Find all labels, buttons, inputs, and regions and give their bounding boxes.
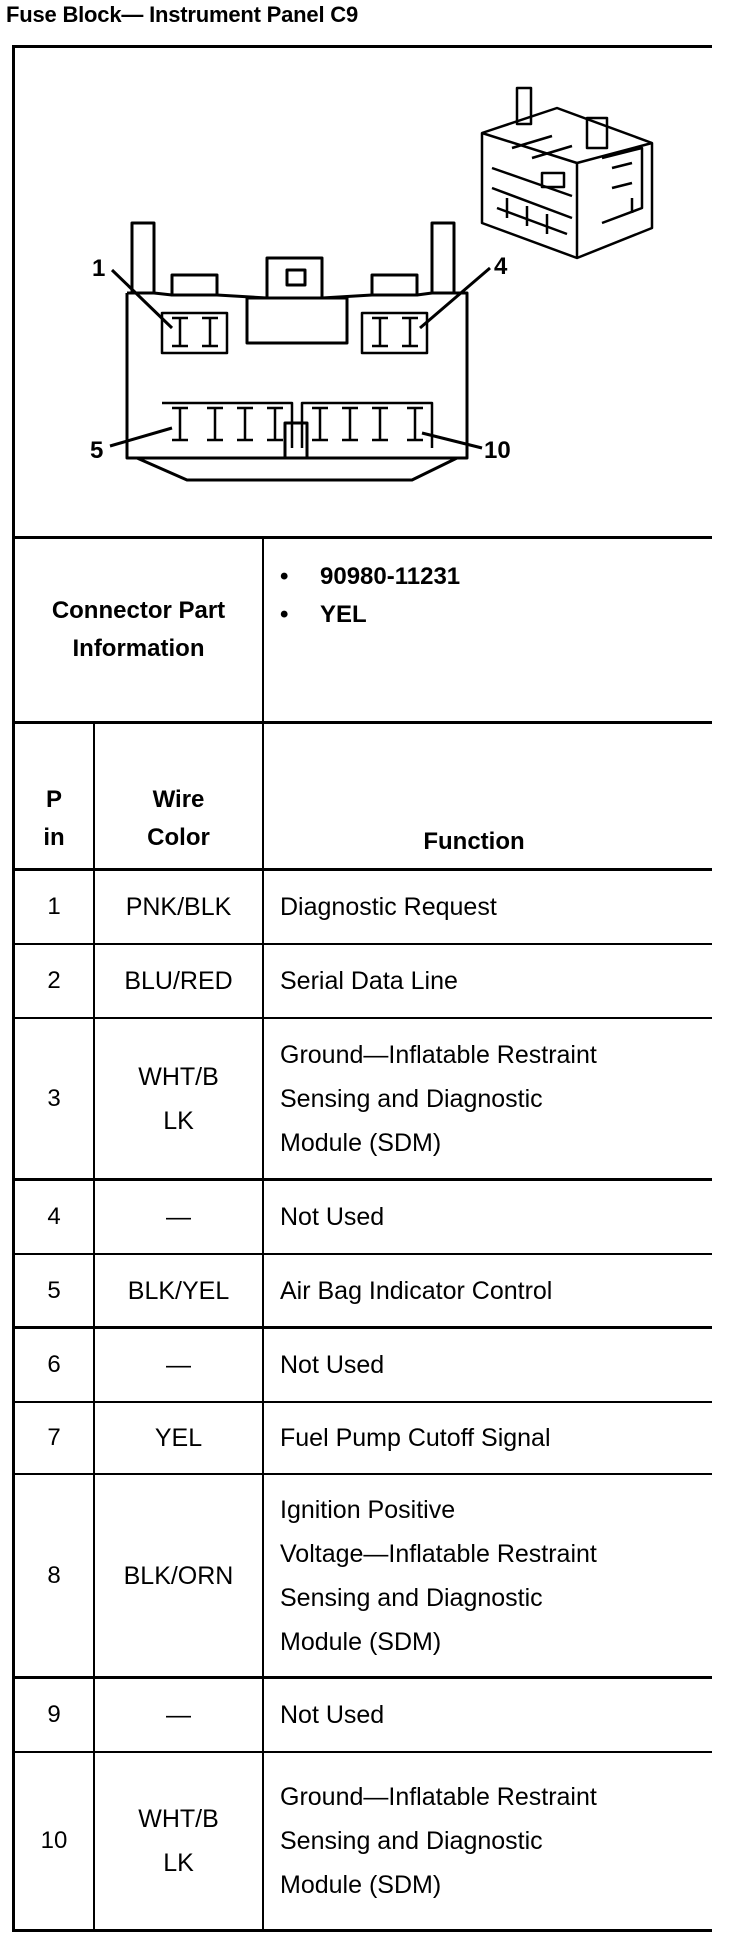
connector-info-bullet: • 90980-11231 — [280, 563, 461, 590]
connector-info-bullets — [280, 558, 460, 634]
pin-cell: 3 — [47, 1084, 61, 1112]
wire-color-cell: BLK/ORN — [123, 1561, 234, 1590]
divider-connector-info — [12, 721, 712, 724]
wire-color-cell: PNK/BLK — [125, 892, 232, 921]
function-cell: Ground—Inflatable Restraint Sensing and Diagnostic Module (SDM) — [280, 1040, 597, 1157]
wire-color-cell: YEL — [154, 1424, 203, 1452]
connector-3d-icon — [482, 88, 652, 258]
pin-label-5: 5 — [90, 437, 104, 464]
header-function: Function — [423, 828, 525, 855]
function-cell: Ground—Inflatable Restraint Sensing and Diagnostic Module (SDM) — [280, 1783, 597, 1899]
pin-cell: 4 — [47, 1203, 61, 1230]
header-pin: P in — [43, 786, 65, 851]
pin-cell: 1 — [47, 892, 61, 920]
wire-color-cell: WHT/B LK — [138, 1062, 219, 1135]
function-cell: Ignition Positive Voltage—Inflatable Restraint Sensing and Diagnostic Module (SDM) — [280, 1495, 597, 1656]
connector-face — [110, 223, 490, 480]
wire-color-cell: — — [166, 1701, 191, 1729]
pin-cell: 7 — [47, 1424, 61, 1451]
function-cell: Air Bag Indicator Control — [280, 1276, 553, 1305]
wire-color-cell: BLU/RED — [124, 967, 233, 995]
wire-color-cell: BLK/YEL — [127, 1276, 230, 1305]
connector-diagram — [12, 48, 708, 538]
function-cell: Not Used — [280, 1351, 385, 1379]
function-cell: Not Used — [280, 1203, 385, 1231]
function-cell: Serial Data Line — [280, 967, 458, 995]
header-wire-color: Wire Color — [147, 786, 210, 851]
wire-color-cell: WHT/B LK — [138, 1805, 219, 1877]
pin-cell: 5 — [47, 1276, 61, 1304]
connector-info-label: Connector Part Information — [51, 597, 226, 662]
pin-cell: 6 — [47, 1351, 61, 1378]
wire-color-cell: — — [166, 1351, 191, 1379]
function-cell: Not Used — [280, 1701, 385, 1729]
pin-label-4: 4 — [494, 253, 508, 280]
pin-cell: 8 — [47, 1561, 61, 1589]
pin-label-1: 1 — [92, 255, 106, 282]
function-cell: Diagnostic Request — [280, 892, 497, 921]
pin-cell: 9 — [47, 1701, 61, 1728]
pin-cell: 10 — [40, 1827, 68, 1854]
function-cell: Fuel Pump Cutoff Signal — [280, 1424, 551, 1452]
connector-info-bullet: • YEL — [280, 601, 367, 628]
column-divider-function — [262, 536, 264, 1932]
wire-color-cell: — — [166, 1203, 191, 1231]
page-title: Fuse Block— Instrument Panel C9 — [6, 2, 358, 27]
pin-label-10: 10 — [484, 437, 511, 464]
pin-cell: 2 — [47, 967, 61, 994]
